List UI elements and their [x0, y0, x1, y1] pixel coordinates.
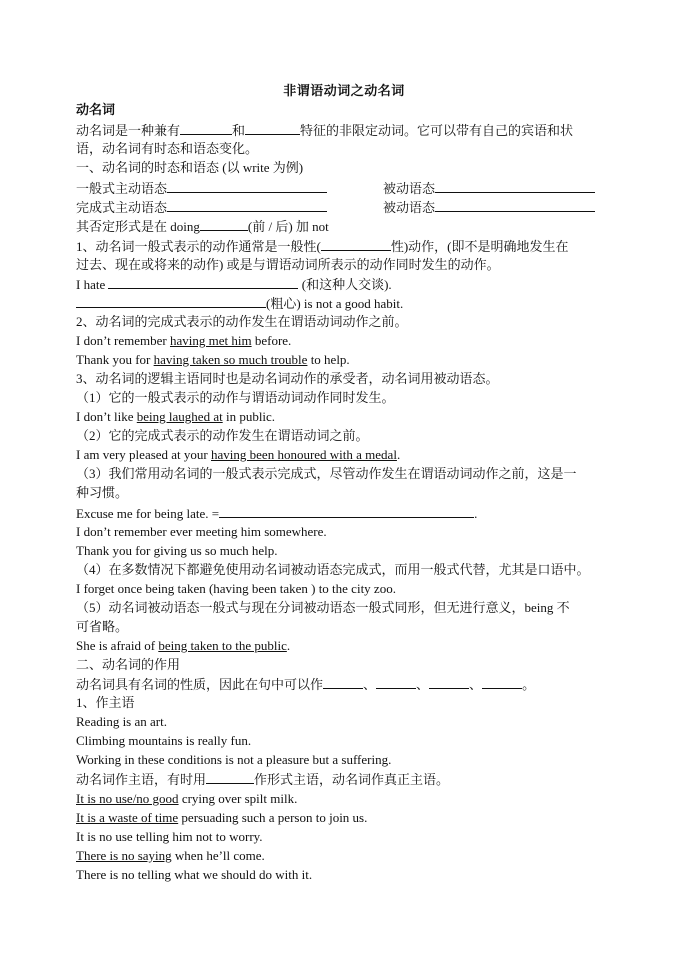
underlined-phrase: having been honoured with a medal [211, 447, 397, 462]
text: I am very pleased at your [76, 447, 208, 462]
point-3-1: （1）它的一般式表示的动作与谓语动词动作同时发生。 [76, 390, 395, 405]
example-meeting: I don’t remember ever meeting him somewhere. [76, 524, 327, 539]
text: (前 / 后) 加 not [247, 219, 329, 234]
underlined-phrase: There is no saying [76, 848, 172, 863]
example-telling: There is no telling what we should do with it. [76, 867, 313, 882]
text: 动名词作主语，有时用 [76, 772, 207, 787]
example-met [76, 333, 291, 349]
point-3-2: （2）它的完成式表示的动作发生在谓语动词之前。 [76, 428, 369, 443]
point-1-line-2: 过去、现在或将来的动作) 或是与谓语动词所表示的动作同时发生的动作。 [76, 257, 500, 272]
fill-blank[interactable] [435, 199, 595, 212]
text: . [286, 638, 291, 653]
fill-blank[interactable] [76, 295, 266, 308]
example-reading: Reading is an art. [76, 714, 167, 729]
example-hate [76, 276, 392, 293]
text: to help. [310, 352, 350, 367]
fill-blank[interactable] [200, 218, 248, 231]
point-3-4: （4）在多数情况下都避免使用动名词被动语态完成式，而用一般式代替，尤其是口语中。 [76, 562, 590, 577]
fill-blank[interactable] [180, 122, 232, 135]
intro-text: 和 [232, 123, 246, 138]
separator: 、 [469, 677, 483, 692]
example-excuse [76, 505, 477, 522]
text: . [396, 447, 401, 462]
example-afraid [76, 638, 290, 654]
example-worry: It is no use telling him not to worry. [76, 829, 263, 844]
point-2: 2、动名词的完成式表示的动作发生在谓语动词动作之前。 [76, 314, 408, 329]
fill-blank[interactable] [429, 676, 469, 689]
example-saying [76, 848, 265, 864]
example-climbing: Climbing mountains is really fun. [76, 733, 252, 748]
example-giving: Thank you for giving us so much help. [76, 543, 278, 558]
text: persuading such a person to join us. [181, 810, 368, 825]
section-heading: 动名词 [76, 102, 116, 117]
text: (和这种人交谈). [301, 277, 392, 292]
separator: 、 [363, 677, 377, 692]
text: 作形式主语，动名词作真正主语。 [254, 772, 450, 787]
intro-text: 特征的非限定动词。它可以带有自己的宾语和状 [300, 123, 574, 138]
label: 被动语态 [383, 181, 436, 196]
example-waste [76, 810, 367, 826]
text: before. [254, 333, 292, 348]
fill-blank[interactable] [482, 676, 522, 689]
intro-line-2: 语，动名词有时态和语态变化。 [76, 141, 259, 156]
underlined-phrase: being laughed at [136, 409, 223, 424]
fill-blank[interactable] [323, 676, 363, 689]
formal-subject-note [76, 771, 449, 788]
separator: 。 [522, 677, 536, 692]
fill-blank[interactable] [435, 180, 595, 193]
separator: 、 [416, 677, 430, 692]
fill-blank[interactable] [376, 676, 416, 689]
underlined-phrase: having met him [169, 333, 252, 348]
label: 一般式主动语态 [76, 181, 168, 196]
label: 完成式主动语态 [76, 200, 168, 215]
point-1-line-1 [76, 238, 569, 255]
text: 动名词具有名词的性质，因此在句中可以作 [76, 677, 324, 692]
fill-blank[interactable] [219, 505, 474, 518]
example-laugh [76, 409, 275, 425]
text: Thank you for [76, 352, 151, 367]
text: 其否定形式是在 doing [76, 219, 200, 234]
row-perfect [76, 199, 616, 216]
example-careless [76, 295, 403, 312]
text: I don’t like [76, 409, 134, 424]
sec2-intro [76, 676, 535, 693]
page-title: 非谓语动词之动名词 [283, 83, 405, 98]
text: I don’t remember [76, 333, 167, 348]
text: when he’ll come. [174, 848, 265, 863]
sec2-title: 二、动名词的作用 [76, 657, 181, 672]
fill-blank[interactable] [245, 122, 300, 135]
point-3: 3、动名词的逻辑主语同时也是动名词动作的承受者，动名词用被动语态。 [76, 371, 499, 386]
example-medal [76, 447, 400, 463]
example-milk [76, 791, 297, 807]
fill-blank[interactable] [167, 180, 327, 193]
negative-form [76, 218, 329, 235]
fill-blank[interactable] [206, 771, 254, 784]
fill-blank[interactable] [321, 238, 391, 251]
point-3-5-line-1: （5）动名词被动语态一般式与现在分词被动语态一般式同形，但无进行意义，being 不 [76, 600, 570, 615]
text: . [474, 506, 478, 521]
text: Excuse me for being late. = [76, 506, 220, 521]
example-working: Working in these conditions is not a pleasure but a suffering. [76, 752, 392, 767]
sec1-title: 一、动名词的时态和语态 (以 write 为例) [76, 160, 304, 175]
underlined-phrase: It is no use/no good [76, 791, 179, 806]
underlined-phrase: It is a waste of time [76, 810, 179, 825]
text: 性)动作，(即不是明确地发生在 [390, 239, 569, 254]
text: (粗心) is not a good habit. [266, 296, 404, 311]
point-3-3-line-1: （3）我们常用动名词的一般式表示完成式，尽管动作发生在谓语动词动作之前，这是一 [76, 466, 577, 481]
underlined-phrase: having taken so much trouble [153, 352, 308, 367]
example-zoo: I forget once being taken (having been taken ) to the city zoo. [76, 581, 396, 596]
text: in public. [225, 409, 276, 424]
example-thank [76, 352, 350, 368]
text: 1、动名词一般式表示的动作通常是一般性( [76, 239, 321, 254]
text: She is afraid of [76, 638, 156, 653]
fill-blank[interactable] [167, 199, 327, 212]
point-3-5-line-2: 可省略。 [76, 619, 129, 634]
text: I hate [76, 277, 106, 292]
text: crying over spilt milk. [181, 791, 298, 806]
underlined-phrase: being taken to the public [158, 638, 287, 653]
intro-text: 动名词是一种兼有 [76, 123, 181, 138]
point-3-3-line-2: 种习惯。 [76, 485, 129, 500]
fill-blank[interactable] [108, 276, 298, 289]
sub-heading-subject: 1、作主语 [76, 695, 135, 710]
intro-line-1 [76, 122, 573, 139]
label: 被动语态 [383, 200, 436, 215]
row-simple [76, 180, 616, 197]
